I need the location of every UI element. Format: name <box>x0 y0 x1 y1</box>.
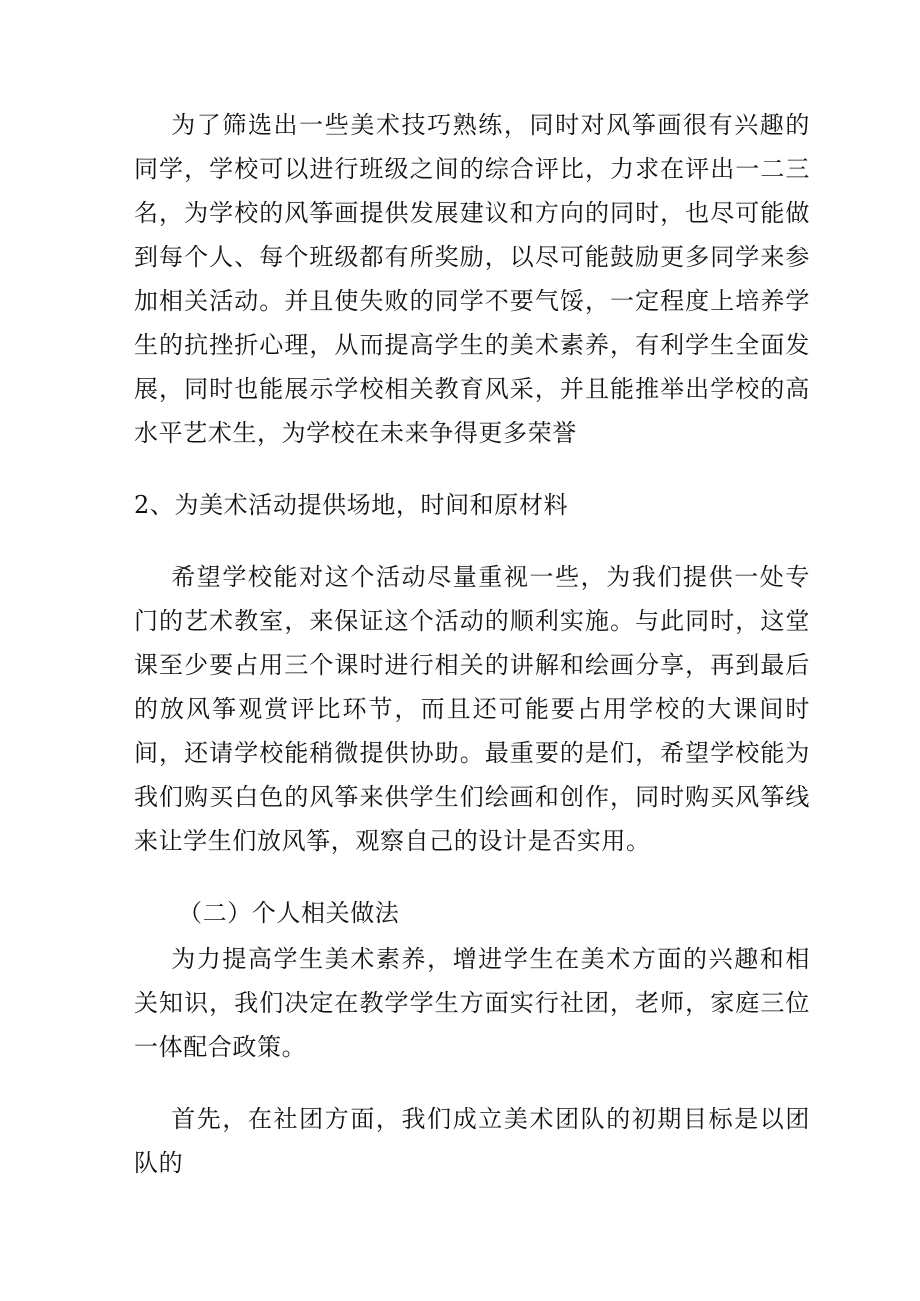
document-body <box>134 103 810 1185</box>
paragraph-venue-request: 希望学校能对这个活动尽量重视一些，为我们提供一处专门的艺术教室，来保证这个活动的顺利实施。与此同时，这堂课至少要占用三个课时进行相关的讲解和绘画分享，再到最后的放风筝观赏评比环节，而且还可能要占用学校的大课间时间，还请学校能稍微提供协助。最重要的是们，希望学校能为我们购买白色的风筝来供学生们绘画和创作，同时购买风筝线来让学生们放风筝，观察自己的设计是否实用。 <box>134 563 810 855</box>
paragraph-competition: 为了筛选出一些美术技巧熟练，同时对风筝画很有兴趣的同学，学校可以进行班级之间的综合评比，力求在评出一二三名，为学校的风筝画提供发展建议和方向的同时，也尽可能做到每个人、每个班级都有所奖励，以尽可能鼓励更多同学来参加相关活动。并且使失败的同学不要气馁，一定程度上培养学生的抗挫折心理，从而提高学生的美术素养，有利学生全面发展，同时也能展示学校相关教育风采，并且能推举出学校的高水平艺术生，为学校在未来争得更多荣誉 <box>134 111 810 447</box>
paragraph-personal-practice: 为力提高学生美术素养，增进学生在美术方面的兴趣和相关知识，我们决定在教学学生方面实行社团，老师，家庭三位一体配合政策。 <box>134 945 810 1061</box>
section-heading-venue: 2、为美术活动提供场地，时间和原材料 <box>134 491 569 519</box>
sub-heading-personal-practice: （二）个人相关做法 <box>178 899 400 927</box>
paragraph-club: 首先，在社团方面，我们成立美术团队的初期目标是以团队的 <box>134 1105 810 1177</box>
